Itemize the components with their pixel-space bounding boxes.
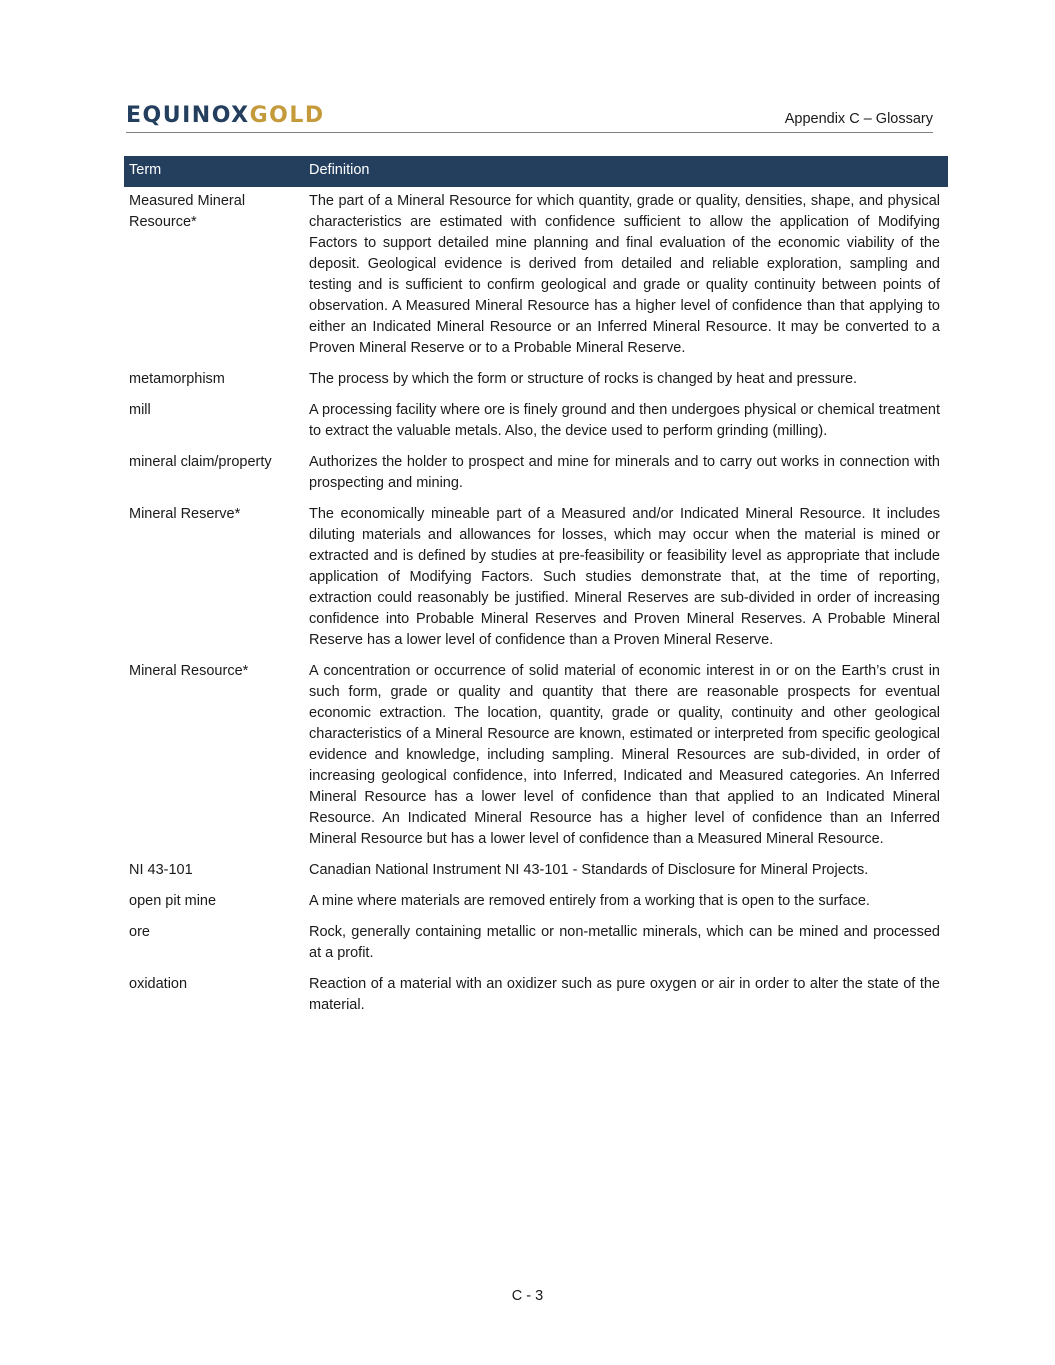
term-cell: Measured Mineral Resource* [129,193,246,230]
logo-text-equinox: EQUINOX [126,103,250,128]
definition-cell: A mine where materials are removed entirely from a working that is open to the surface. [309,893,870,909]
table-row [124,500,948,657]
term-cell: mineral claim/property [129,454,272,470]
equinox-gold-logo [126,103,325,128]
term-cell: ore [129,924,150,940]
definition-cell: The economically mineable part of a Measured and/or Indicated Mineral Resource. It includes diluting materials and allowances for losses, which may occur when the material is mined or extracted and is defined by studies at pre-feasibility or feasibility level as appropriate that include application of Modifying Factors. Such studies demonstrate that, at the time of reporting, extraction could reasonably be justified. Mineral Reserves are sub-divided in order of increasing confidence into Probable Mineral Reserves and Proven Mineral Reserves. A Probable Mineral Reserve has a lower level of confidence than a Proven Mineral Reserve. [309,506,940,648]
table-row [124,365,948,396]
table-row [124,448,948,500]
definition-cell: Reaction of a material with an oxidizer such as pure oxygen or air in order to alter the state of the material. [309,976,940,1013]
definition-cell: A concentration or occurrence of solid material of economic interest in or on the Earth’s crust in such form, grade or quality and quantity that there are reasonable prospects for eventual economic extraction. The location, quantity, grade or quality, continuity and other geological characteristics of a Mineral Resource are known, estimated or interpreted from specific geological evidence and knowledge, including sampling. Mineral Resources are sub-divided, in order of increasing geological confidence, into Inferred, Indicated and Measured categories. An Inferred Mineral Resource has a lower level of confidence than that applied to an Indicated Mineral Resource. An Indicated Mineral Resource has a higher level of confidence than an Inferred Mineral Resource but has a lower level of confidence than a Measured Mineral Resource. [309,663,940,847]
page-number: C - 3 [511,1288,544,1304]
table-row [124,970,948,1022]
glossary-table [124,156,948,1022]
definition-cell: Canadian National Instrument NI 43-101 - Standards of Disclosure for Mineral Projects. [309,862,869,878]
term-cell: open pit mine [129,893,217,909]
definition-cell: The process by which the form or structure of rocks is changed by heat and pressure. [309,371,858,387]
logo-text-gold: GOLD [249,103,325,128]
definition-cell: Rock, generally containing metallic or non-metallic minerals, which can be mined and processed at a profit. [309,924,940,961]
term-cell: metamorphism [129,371,225,387]
table-row [124,187,948,365]
table-row [124,887,948,918]
term-cell: Mineral Reserve* [129,506,241,522]
table-row [124,657,948,856]
definition-cell: The part of a Mineral Resource for which quantity, grade or quality, densities, shape, and physical characteristics are estimated with confidence sufficient to allow the application of Modifying Factors to support detailed mine planning and final evaluation of the economic viability of the deposit. Geological evidence is derived from detailed and reliable exploration, sampling and testing and is sufficient to confirm geological and grade or quality continuity between points of observation. A Measured Mineral Resource has a higher level of confidence than that applying to either an Indicated Mineral Resource or an Inferred Mineral Resource. It may be converted to a Proven Mineral Reserve or to a Probable Mineral Reserve. [309,193,940,356]
table-row [124,918,948,970]
term-cell: NI 43-101 [129,862,193,878]
table-header-row [124,156,948,187]
term-cell: mill [129,402,151,418]
definition-cell: Authorizes the holder to prospect and mine for minerals and to carry out works in connection with prospecting and mining. [309,454,940,491]
appendix-title: Appendix C – Glossary [784,111,933,127]
column-header-term: Term [124,156,304,187]
table-row [124,856,948,887]
term-cell: Mineral Resource* [129,663,249,679]
table-row [124,396,948,448]
term-cell: oxidation [129,976,188,992]
page-header [126,100,933,133]
column-header-definition: Definition [304,156,948,187]
definition-cell: A processing facility where ore is finely ground and then undergoes physical or chemical treatment to extract the valuable metals. Also, the device used to perform grinding (milling). [309,402,940,439]
